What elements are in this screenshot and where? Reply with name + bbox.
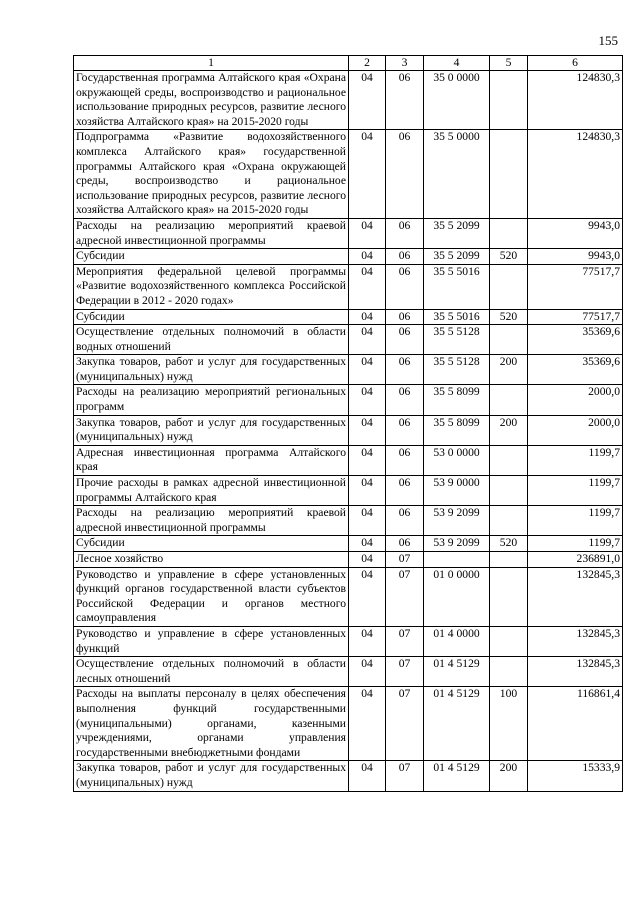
subsection-code-cell: 06	[386, 445, 424, 475]
expense-type-code-cell: 200	[490, 355, 528, 385]
target-article-code-cell: 35 5 8099	[424, 415, 490, 445]
budget-table	[73, 55, 623, 792]
amount-cell: 236891,0	[528, 552, 623, 568]
section-code-cell: 04	[349, 567, 386, 626]
expense-type-code-cell	[490, 445, 528, 475]
subsection-code-cell: 07	[386, 567, 424, 626]
expense-name-cell: Государственная программа Алтайского края «Охрана окружающей среды, воспроизводство и рациональное использование природных ресурсов, развитие лесного хозяйства Алтайского края» на 2015-2020 годы	[74, 71, 349, 130]
expense-type-code-cell	[490, 325, 528, 355]
section-code-cell: 04	[349, 687, 386, 761]
expense-type-code-cell	[490, 264, 528, 309]
amount-cell: 9943,0	[528, 218, 623, 248]
amount-cell: 35369,6	[528, 355, 623, 385]
header-col-1: 1	[74, 56, 349, 71]
target-article-code-cell: 53 9 0000	[424, 476, 490, 506]
subsection-code-cell: 06	[386, 249, 424, 265]
expense-type-code-cell	[490, 71, 528, 130]
amount-cell: 1199,7	[528, 445, 623, 475]
section-code-cell: 04	[349, 415, 386, 445]
amount-cell: 132845,3	[528, 657, 623, 687]
target-article-code-cell	[424, 552, 490, 568]
subsection-code-cell: 06	[386, 536, 424, 552]
section-code-cell: 04	[349, 476, 386, 506]
table-row	[74, 476, 623, 506]
target-article-code-cell: 35 0 0000	[424, 71, 490, 130]
expense-type-code-cell	[490, 130, 528, 219]
subsection-code-cell: 07	[386, 552, 424, 568]
section-code-cell: 04	[349, 71, 386, 130]
subsection-code-cell: 06	[386, 476, 424, 506]
table-row	[74, 657, 623, 687]
target-article-code-cell: 35 5 0000	[424, 130, 490, 219]
expense-type-code-cell	[490, 218, 528, 248]
header-col-4: 4	[424, 56, 490, 71]
section-code-cell: 04	[349, 130, 386, 219]
expense-type-code-cell: 100	[490, 687, 528, 761]
expense-type-code-cell: 200	[490, 761, 528, 791]
target-article-code-cell: 35 5 5128	[424, 325, 490, 355]
section-code-cell: 04	[349, 657, 386, 687]
amount-cell: 35369,6	[528, 325, 623, 355]
table-header-row	[74, 56, 623, 71]
subsection-code-cell: 06	[386, 385, 424, 415]
target-article-code-cell: 01 4 5129	[424, 657, 490, 687]
page-number: 155	[598, 33, 618, 48]
expense-name-cell: Подпрограмма «Развитие водохозяйственного комплекса Алтайского края» государственной программы Алтайского края «Охрана окружающей среды, воспроизводство и рациональное использование природных ресурсов, развитие лесного хозяйства Алтайского края» на 2015-2020 годы	[74, 130, 349, 219]
target-article-code-cell: 53 9 2099	[424, 536, 490, 552]
table-row	[74, 626, 623, 656]
section-code-cell: 04	[349, 309, 386, 325]
target-article-code-cell: 35 5 5016	[424, 264, 490, 309]
target-article-code-cell: 53 9 2099	[424, 506, 490, 536]
table-row	[74, 218, 623, 248]
expense-name-cell: Расходы на выплаты персоналу в целях обеспечения выполнения функций государственными (муниципальными) органами, казенными учреждениями, органами управления государственными внебюджетными фондами	[74, 687, 349, 761]
header-col-6: 6	[528, 56, 623, 71]
subsection-code-cell: 07	[386, 657, 424, 687]
subsection-code-cell: 06	[386, 218, 424, 248]
expense-type-code-cell: 200	[490, 415, 528, 445]
section-code-cell: 04	[349, 626, 386, 656]
subsection-code-cell: 07	[386, 761, 424, 791]
expense-type-code-cell	[490, 567, 528, 626]
expense-name-cell: Прочие расходы в рамках адресной инвестиционной программы Алтайского края	[74, 476, 349, 506]
expense-type-code-cell	[490, 476, 528, 506]
expense-name-cell: Руководство и управление в сфере установленных функций органов государственной власти субъектов Российской Федерации и органов местного самоуправления	[74, 567, 349, 626]
amount-cell: 77517,7	[528, 309, 623, 325]
section-code-cell: 04	[349, 552, 386, 568]
expense-name-cell: Закупка товаров, работ и услуг для государственных (муниципальных) нужд	[74, 761, 349, 791]
amount-cell: 1199,7	[528, 506, 623, 536]
expense-type-code-cell	[490, 552, 528, 568]
table-row	[74, 355, 623, 385]
amount-cell: 9943,0	[528, 249, 623, 265]
amount-cell: 132845,3	[528, 567, 623, 626]
section-code-cell: 04	[349, 249, 386, 265]
table-row	[74, 445, 623, 475]
section-code-cell: 04	[349, 506, 386, 536]
target-article-code-cell: 53 0 0000	[424, 445, 490, 475]
target-article-code-cell: 35 5 2099	[424, 218, 490, 248]
target-article-code-cell: 35 5 5128	[424, 355, 490, 385]
expense-name-cell: Осуществление отдельных полномочий в области водных отношений	[74, 325, 349, 355]
table-row	[74, 761, 623, 791]
section-code-cell: 04	[349, 355, 386, 385]
target-article-code-cell: 35 5 2099	[424, 249, 490, 265]
section-code-cell: 04	[349, 761, 386, 791]
subsection-code-cell: 06	[386, 355, 424, 385]
expense-type-code-cell	[490, 657, 528, 687]
subsection-code-cell: 06	[386, 71, 424, 130]
amount-cell: 2000,0	[528, 415, 623, 445]
table-row	[74, 687, 623, 761]
table-row	[74, 506, 623, 536]
header-col-5: 5	[490, 56, 528, 71]
target-article-code-cell: 01 4 0000	[424, 626, 490, 656]
section-code-cell: 04	[349, 218, 386, 248]
subsection-code-cell: 06	[386, 506, 424, 536]
expense-type-code-cell	[490, 385, 528, 415]
table-row	[74, 264, 623, 309]
expense-type-code-cell: 520	[490, 249, 528, 265]
expense-name-cell: Адресная инвестиционная программа Алтайского края	[74, 445, 349, 475]
subsection-code-cell: 07	[386, 687, 424, 761]
table-row	[74, 71, 623, 130]
expense-type-code-cell: 520	[490, 536, 528, 552]
amount-cell: 15333,9	[528, 761, 623, 791]
amount-cell: 1199,7	[528, 536, 623, 552]
expense-name-cell: Расходы на реализацию мероприятий региональных программ	[74, 385, 349, 415]
header-col-2: 2	[349, 56, 386, 71]
table-row	[74, 415, 623, 445]
table-row	[74, 130, 623, 219]
section-code-cell: 04	[349, 264, 386, 309]
table-row	[74, 385, 623, 415]
target-article-code-cell: 35 5 8099	[424, 385, 490, 415]
target-article-code-cell: 01 4 5129	[424, 687, 490, 761]
subsection-code-cell: 06	[386, 130, 424, 219]
expense-name-cell: Расходы на реализацию мероприятий краевой адресной инвестиционной программы	[74, 218, 349, 248]
expense-type-code-cell	[490, 626, 528, 656]
subsection-code-cell: 06	[386, 309, 424, 325]
expense-name-cell: Субсидии	[74, 536, 349, 552]
expense-name-cell: Субсидии	[74, 309, 349, 325]
expense-name-cell: Осуществление отдельных полномочий в области лесных отношений	[74, 657, 349, 687]
amount-cell: 1199,7	[528, 476, 623, 506]
expense-name-cell: Закупка товаров, работ и услуг для государственных (муниципальных) нужд	[74, 355, 349, 385]
expense-name-cell: Субсидии	[74, 249, 349, 265]
section-code-cell: 04	[349, 536, 386, 552]
target-article-code-cell: 01 0 0000	[424, 567, 490, 626]
table-row	[74, 552, 623, 568]
table-row	[74, 536, 623, 552]
expense-name-cell: Расходы на реализацию мероприятий краевой адресной инвестиционной программы	[74, 506, 349, 536]
target-article-code-cell: 01 4 5129	[424, 761, 490, 791]
amount-cell: 116861,4	[528, 687, 623, 761]
expense-type-code-cell	[490, 506, 528, 536]
table-row	[74, 567, 623, 626]
section-code-cell: 04	[349, 385, 386, 415]
section-code-cell: 04	[349, 325, 386, 355]
expense-name-cell: Лесное хозяйство	[74, 552, 349, 568]
subsection-code-cell: 06	[386, 325, 424, 355]
target-article-code-cell: 35 5 5016	[424, 309, 490, 325]
expense-name-cell: Мероприятия федеральной целевой программы «Развитие водохозяйственного комплекса Российской Федерации в 2012 - 2020 годах»	[74, 264, 349, 309]
amount-cell: 2000,0	[528, 385, 623, 415]
subsection-code-cell: 06	[386, 264, 424, 309]
amount-cell: 124830,3	[528, 130, 623, 219]
table-row	[74, 325, 623, 355]
table-body	[74, 71, 623, 792]
amount-cell: 132845,3	[528, 626, 623, 656]
expense-name-cell: Закупка товаров, работ и услуг для государственных (муниципальных) нужд	[74, 415, 349, 445]
amount-cell: 124830,3	[528, 71, 623, 130]
amount-cell: 77517,7	[528, 264, 623, 309]
subsection-code-cell: 06	[386, 415, 424, 445]
expense-name-cell: Руководство и управление в сфере установленных функций	[74, 626, 349, 656]
header-col-3: 3	[386, 56, 424, 71]
expense-type-code-cell: 520	[490, 309, 528, 325]
table-row	[74, 249, 623, 265]
section-code-cell: 04	[349, 445, 386, 475]
table-row	[74, 309, 623, 325]
subsection-code-cell: 07	[386, 626, 424, 656]
